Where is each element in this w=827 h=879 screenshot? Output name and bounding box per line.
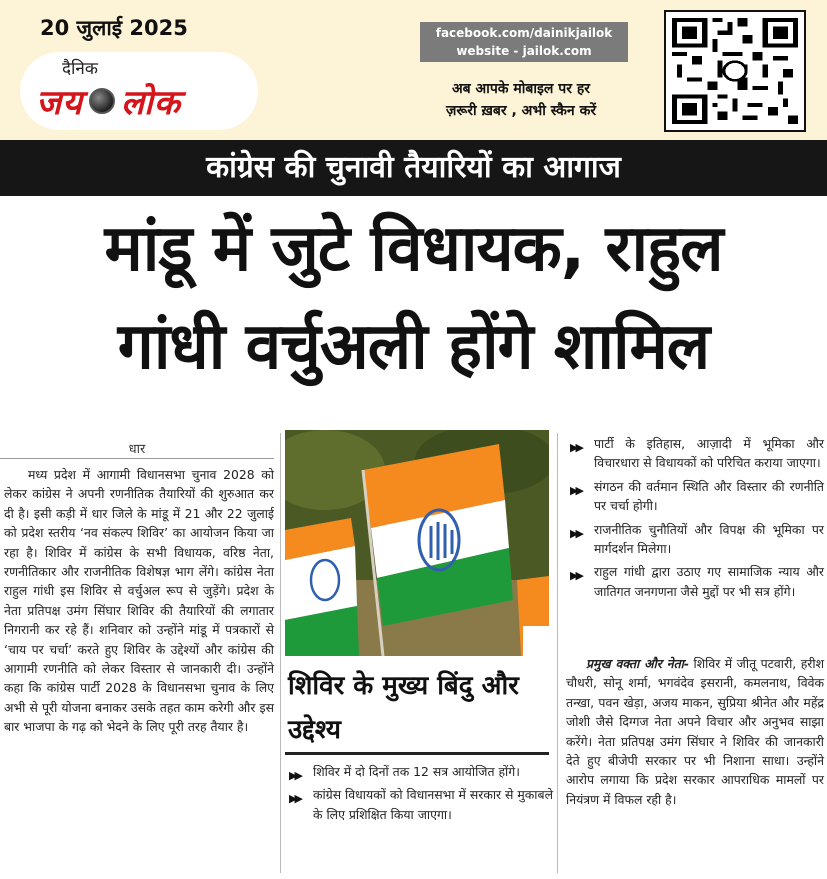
key-points-list-2	[566, 434, 824, 605]
scan-prompt-line-2: ज़रूरी ख़बर , अभी स्कैन करें	[445, 103, 597, 119]
scan-prompt-line-1: अब आपके मोबाइल पर हर	[451, 81, 591, 97]
kicker-banner: कांग्रेस की चुनावी तैयारियों का आगाज	[0, 140, 827, 196]
article-body: मध्य प्रदेश में आगामी विधानसभा चुनाव 2028 को लेकर कांग्रेस ने अपनी रणनीतिक तैयारियों की शुरुआत कर दी है। इसी कड़ी में धार जिले के मांडू में 21 और 22 जुलाई को प्रदेश स्तरीय ‘नव संकल्प शिविर’ का आयोजन किया जा रहा है। शिविर में कांग्रेस के सभी विधायक, वरिष्ठ नेता, रणनीतिकार और राजनीतिक विशेषज्ञ भाग लेंगे। कांग्रेस नेता राहुल गांधी इस शिविर से वर्चुअल रूप से जुड़ेंगे। प्रदेश के नेता प्रतिपक्ष उमंग सिंघार शिविर की तैयारियों की लगातार निगरानी कर रहे हैं। शनिवार को उन्होंने मांडू में पत्रकारों से ‘चाय पर चर्चा’ करते हुए शिविर के उद्देश्यों और कांग्रेस की आगामी रणनीति को लेकर विस्तार से जानकारी दी। उन्होंने कहा कि कांग्रेस पार्टी 2028 के विधानसभा चुनाव के लिए अभी से पूरी योजना बनाकर उसके तहत काम करेगी और इस बार भाजपा के गढ़ को भेदने के लिए पूरी तरह तैयार है।	[4, 467, 274, 735]
key-point-item	[566, 562, 824, 601]
key-point-item	[566, 520, 824, 559]
speakers-text: शिविर में जीतू पटवारी, हरीश चौधरी, सोनू शर्मा, भगवंदेव इसरानी, कमलनाथ, विवेक तन्खा, पवन खेड़ा, अजय माकन, सुप्रिया श्रीनेत और महेंद्र जोशी जैसे दिग्गज नेता अपने विचार और अनुभव साझा करेंगे। नेता प्रतिपक्ष उमंग सिंघार ने शिविर की जानकारी देते हुए बीजेपी सरकार पर भी निशाना साधा। उन्होंने आरोप लगाया कि प्रदेश सरकार आपराधिक मामलों पर नियंत्रण में विफल रही है।	[566, 656, 824, 807]
double-arrow-bullet-icon: ▶▶	[570, 441, 581, 454]
logo-word-2: लोक	[120, 83, 181, 123]
headline-line-2: गांधी वर्चुअली होंगे शामिल	[117, 310, 710, 384]
double-arrow-bullet-icon: ▶▶	[570, 526, 581, 540]
logo-word-1: जय	[36, 83, 83, 123]
facebook-link[interactable]: facebook.com/dainikjailok	[435, 26, 613, 40]
key-point-item	[566, 434, 824, 473]
key-points-list-1	[285, 762, 553, 828]
speakers-paragraph	[566, 654, 824, 809]
dateline: धार	[0, 433, 274, 459]
scan-prompt	[412, 78, 630, 122]
key-point-item	[285, 762, 553, 781]
key-point-text: कांग्रेस विधायकों को विधानसभा में सरकार से मुकाबले के लिए प्रशिक्षित किया जाएगा।	[313, 787, 553, 822]
congress-flag-photo	[285, 430, 549, 656]
column-divider	[557, 433, 558, 873]
qr-code-icon[interactable]	[664, 10, 806, 132]
logo-wordmark	[36, 78, 181, 124]
globe-icon	[89, 88, 115, 114]
key-point-text: शिविर में दो दिनों तक 12 सत्र आयोजित होंगे।	[313, 764, 520, 779]
double-arrow-bullet-icon: ▶▶	[289, 769, 300, 782]
key-point-text: पार्टी के इतिहास, आज़ादी में भूमिका और विचारधारा से विधायकों को परिचित कराया जाएगा।	[594, 436, 824, 471]
key-point-text: राजनीतिक चुनौतियों और विपक्ष की भूमिका पर मार्गदर्शन मिलेगा।	[594, 521, 824, 557]
article-column-1	[0, 433, 278, 879]
headline-line-1: मांडू में जुटे विधायक, राहुल	[104, 212, 723, 286]
double-arrow-bullet-icon: ▶▶	[289, 792, 300, 806]
social-links	[420, 22, 628, 62]
subhead-rule	[285, 752, 549, 755]
newspaper-logo[interactable]	[20, 52, 258, 130]
section-subhead: शिविर के मुख्य बिंदु और उद्देश्य	[288, 671, 519, 745]
key-point-text: संगठन की वर्तमान स्थिति और विस्तार की रणनीति पर चर्चा होगी।	[594, 478, 824, 514]
key-point-item	[285, 785, 553, 824]
double-arrow-bullet-icon: ▶▶	[570, 483, 581, 497]
speakers-label: प्रमुख वक्ता और नेता-	[586, 656, 690, 671]
key-point-item	[566, 477, 824, 516]
headline	[0, 200, 827, 396]
logo-daily-label: दैनिक	[62, 59, 98, 79]
double-arrow-bullet-icon: ▶▶	[570, 569, 581, 583]
website-link[interactable]: website - jailok.com	[456, 44, 592, 58]
key-point-text: राहुल गांधी द्वारा उठाए गए सामाजिक न्याय और जातिगत जनगणना जैसे मुद्दों पर भी सत्र होंगे।	[594, 564, 824, 599]
issue-date: 20 जुलाई 2025	[40, 16, 188, 40]
masthead	[0, 0, 827, 140]
column-divider	[280, 433, 281, 873]
